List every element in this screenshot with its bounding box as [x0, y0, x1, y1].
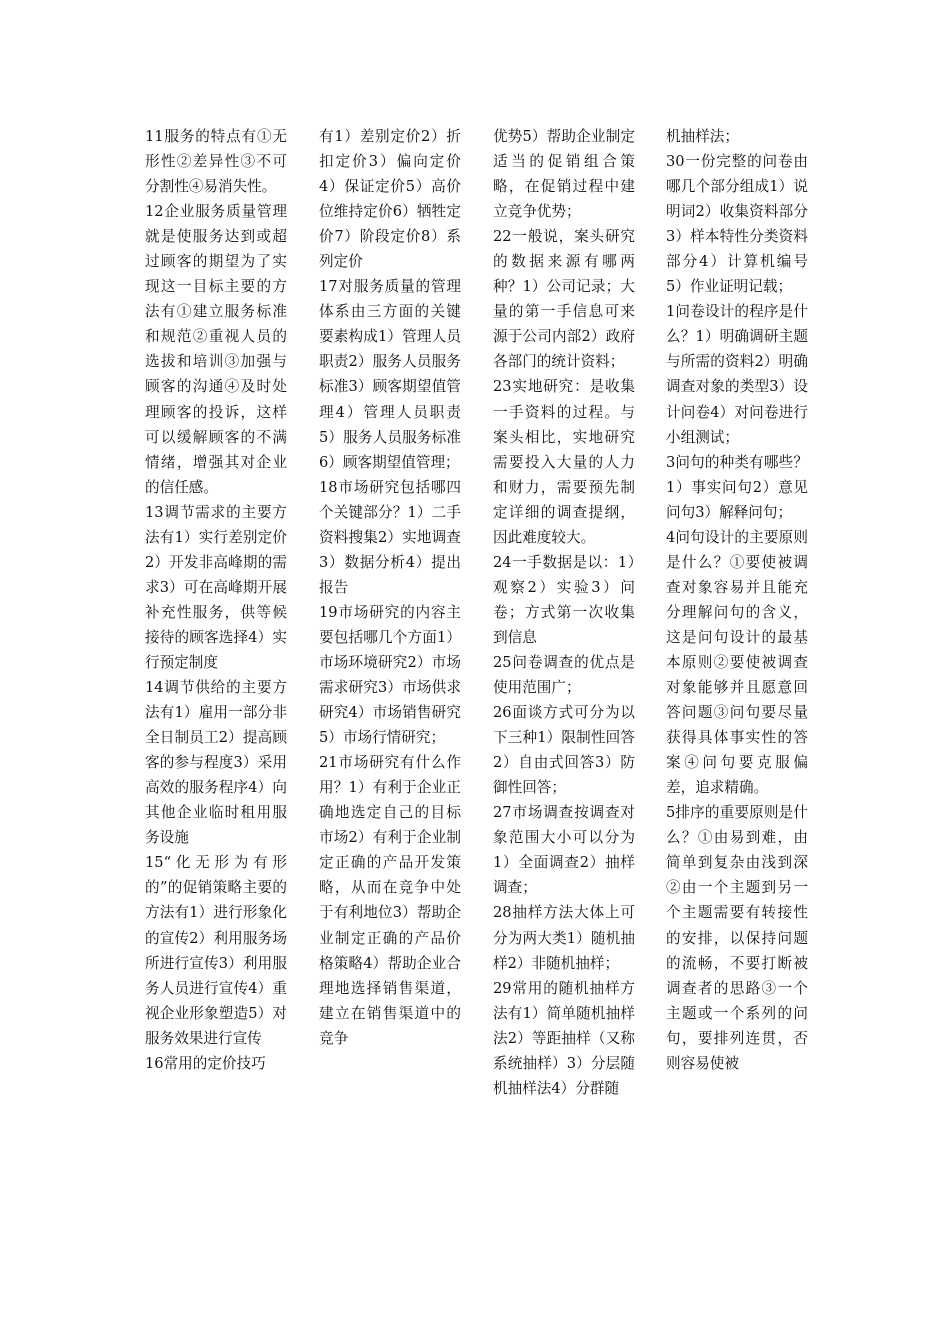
paragraph: 28抽样方法大体上可分为两大类1）随机抽样2）非随机抽样； — [493, 904, 635, 972]
paragraph: 14调节供给的主要方法有1）雇用一部分非全日制员工2）提高顾客的参与程度3）采用高效的服务程序4）向其他企业临时租用服务设施 — [145, 679, 287, 847]
paragraph: 23实地研究：是收集一手资料的过程。与案头相比，实地研究需要投入大量的人力和财力，需要预先制定详细的调查提纲，因此难度较大。 — [493, 378, 635, 546]
paragraph: 16常用的定价技巧 — [145, 1054, 266, 1072]
paragraph: 机抽样法； — [666, 128, 739, 145]
paragraph: 22一般说，案头研究的数据来源有哪两种？1）公司记录；大量的第一手信息可来源于公司内部2）政府各部门的统计资料； — [493, 228, 635, 371]
text-column-4 — [666, 124, 808, 1254]
paragraph: 13调节需求的主要方法有1）实行差别定价2）开发非高峰期的需求3）可在高峰期开展补充性服务，供等候接待的顾客选择4）实行预定制度 — [145, 503, 287, 671]
paragraph: 30一份完整的问卷由哪几个部分组成1）说明词2）收集资料部分3）样本特性分类资料部分4）计算机编号5）作业证明记载； — [666, 153, 808, 296]
paragraph: 24一手数据是以：1）观察2）实验3）问卷；方式第一次收集到信息 — [493, 553, 635, 646]
paragraph: 4问句设计的主要原则是什么？①要使被调查对象容易并且能充分理解问句的含义，这是问句设计的最基本原则②要使被调查对象能够并且愿意回答问题③问句要尽量获得具体事实性的答案④问句要克服偏差，追求精确。 — [666, 528, 808, 797]
paragraph: 优势5）帮助企业制定适当的促销组合策略，在促销过程中建立竞争优势； — [493, 128, 635, 221]
paragraph: 18市场研究包括哪四个关键部分？1）二手资料搜集2）实地调查3）数据分析4）提出报告 — [319, 478, 461, 596]
paragraph: 5排序的重要原则是什么？①由易到难，由简单到复杂由浅到深②由一个主题到另一个主题需要有转接性的安排，以保持问题的流畅，不要打断被调查者的思路③一个主题或一个系列的问句，要排列连贯，否则容易使被 — [666, 804, 808, 1072]
paragraph: 11服务的特点有①无形性②差异性③不可分割性④易消失性。 — [145, 128, 287, 196]
paragraph: 25问卷调查的优点是使用范围广； — [493, 653, 635, 697]
text-column-2 — [319, 124, 461, 1254]
paragraph: 3问句的种类有哪些？1）事实问句2）意见问句3）解释问句； — [666, 453, 808, 521]
paragraph: 27市场调查按调查对象范围大小可以分为1）全面调查2）抽样调查； — [493, 804, 635, 897]
paragraph: 17对服务质量的管理体系由三方面的关键要素构成1）管理人员职责2）服务人员服务标准3）顾客期望值管理4）管理人员职责5）服务人员服务标准6）顾客期望值管理； — [319, 278, 461, 471]
paragraph: 有1）差别定价2）折扣定价3）偏向定价4）保证定价5）高价位维持定价6）牺牲定价7）阶段定价8）系列定价 — [319, 128, 461, 271]
paragraph: 21市场研究有什么作用？1）有利于企业正确地选定自己的目标市场2）有利于企业制定正确的产品开发策略，从而在竞争中处于有利地位3）帮助企业制定正确的产品价格策略4）帮助企业合理地选择销售渠道，建立在销售渠道中的竞争 — [319, 754, 461, 1047]
paragraph: 26面谈方式可分为以下三种1）限制性回答2）自由式回答3）防御性回答； — [493, 704, 635, 797]
paragraph: 29常用的随机抽样方法有1）简单随机抽样法2）等距抽样（又称系统抽样）3）分层随机抽样法4）分群随 — [493, 979, 635, 1097]
paragraph: 1问卷设计的程序是什么？1）明确调研主题与所需的资料2）明确调查对象的类型3）设计问卷4）对问卷进行小组测试； — [666, 303, 808, 446]
paragraph: 12企业服务质量管理就是使服务达到或超过顾客的期望为了实现这一目标主要的方法有①建立服务标准和规范②重视人员的选拔和培训③加强与顾客的沟通④及时处理顾客的投诉，这样可以缓解顾客的不满情绪，增强其对企业的信任感。 — [145, 203, 287, 496]
paragraph: 19市场研究的内容主要包括哪几个方面1）市场环境研究2）市场需求研究3）市场供求研究4）市场销售研究5）市场行情研究； — [319, 603, 461, 747]
text-column-1 — [145, 124, 287, 1254]
text-column-3 — [493, 124, 635, 1254]
paragraph: 15“化无形为有形的”的促销策略主要的方法有1）进行形象化的宣传2）利用服务场所进行宣传3）利用服务人员进行宣传4）重视企业形象塑造5）对服务效果进行宣传 — [145, 854, 287, 1047]
